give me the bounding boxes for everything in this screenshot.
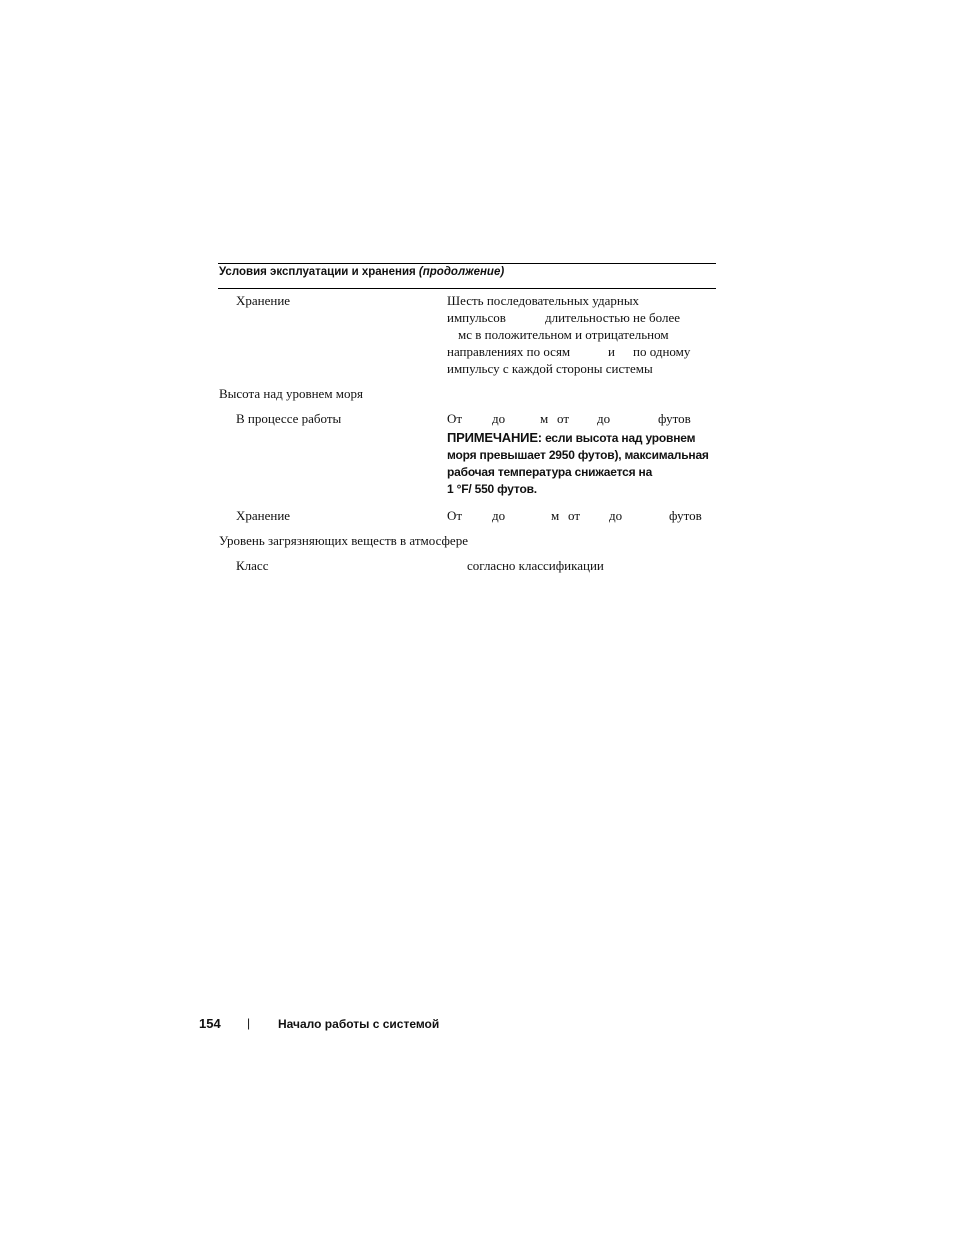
altitude-note-label: ПРИМЕЧАНИЕ:: [447, 430, 542, 445]
page-number: 154: [199, 1016, 221, 1031]
altitude-operating-label: В процессе работы: [236, 411, 342, 426]
contaminants-heading: Уровень загрязняющих веществ в атмосфере: [219, 533, 468, 548]
footer-section-title: Начало работы с системой: [278, 1017, 440, 1031]
contaminants-class-label: Класс: [236, 558, 269, 573]
shock-storage-line-4b: и: [608, 344, 615, 359]
altitude-operating-word-4: от: [557, 411, 570, 426]
shock-storage-line-2b: длительностью не более: [545, 310, 680, 325]
table-caption-text: Условия эксплуатации и хранения: [219, 266, 416, 278]
footer-separator: |: [247, 1016, 251, 1030]
table-caption-suffix: (продолжение): [418, 266, 505, 278]
shock-storage-line-4a: направлениях по осям: [447, 344, 571, 359]
altitude-note-line-2: моря превышает 2950 футов), максимальная: [447, 448, 709, 462]
altitude-operating-word-2: до: [492, 411, 506, 426]
table-header-rule: [218, 288, 716, 289]
shock-storage-line-2a: импульсов: [447, 310, 506, 325]
altitude-operating-word-5: до: [597, 411, 611, 426]
altitude-storage-word-2: до: [492, 508, 506, 523]
table-caption: [219, 266, 504, 278]
altitude-storage-word-1: От: [447, 508, 463, 523]
altitude-storage-word-6: футов: [669, 508, 702, 523]
altitude-storage-word-5: до: [609, 508, 623, 523]
table-top-rule: [218, 263, 716, 264]
altitude-operating-word-6: футов: [658, 411, 691, 426]
shock-storage-line-3: мс в положительном и отрицательном: [458, 327, 669, 342]
shock-storage-line-4c: по одному: [633, 344, 691, 359]
shock-storage-line-5: импульсу с каждой стороны системы: [447, 361, 653, 376]
altitude-note-line-4: 1 °F/ 550 футов.: [447, 482, 537, 496]
altitude-operating-word-3: м: [540, 411, 549, 426]
altitude-note-line-3: рабочая температура снижается на: [447, 465, 653, 479]
altitude-storage-word-3: м: [551, 508, 560, 523]
shock-storage-line-1: Шесть последовательных ударных: [447, 293, 640, 308]
altitude-note-line-1: [447, 429, 695, 447]
altitude-storage-word-4: от: [568, 508, 581, 523]
altitude-operating-word-1: От: [447, 411, 463, 426]
shock-storage-label: Хранение: [236, 293, 291, 308]
altitude-storage-label: Хранение: [236, 508, 291, 523]
altitude-heading: Высота над уровнем моря: [219, 386, 364, 401]
contaminants-class-value: согласно классификации: [467, 558, 604, 573]
altitude-note-text-1: если высота над уровнем: [545, 431, 696, 445]
